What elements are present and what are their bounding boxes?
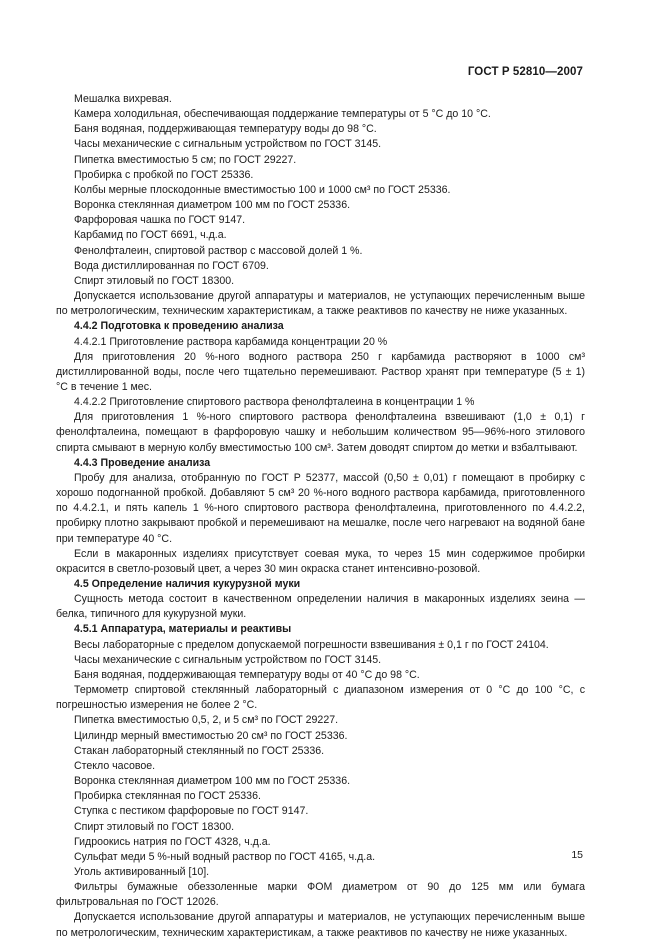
paragraph: Пробирка с пробкой по ГОСТ 25336. (74, 168, 254, 181)
section-heading: 4.5 Определение наличия кукурузной муки (74, 578, 301, 590)
paragraph: Мешалка вихревая. (74, 93, 172, 105)
paragraph: Часы механические с сигнальным устройством по ГОСТ 3145. (74, 653, 382, 666)
document-body (56, 92, 585, 941)
paragraph: Спирт этиловый по ГОСТ 18300. (74, 820, 235, 833)
paragraph: Для приготовления 20 %-ного водного раствора 250 г карбамида растворяют в 1000 см³ дистиллированной воды, после чего тщательно перемешивают. Раствор хранят при температуре (5 ± 1) °С в течение 1 мес. (56, 350, 585, 393)
paragraph: Ступка с пестиком фарфоровые по ГОСТ 9147. (74, 805, 309, 818)
paragraph: Колбы мерные плоскодонные вместимостью 100 и 1000 см³ по ГОСТ 25336. (74, 183, 451, 196)
paragraph: Допускается использование другой аппаратуры и материалов, не уступающих перечисленным выше по метрологическим, техническим характеристикам, а также реактивов по качеству не ниже указанных. (56, 911, 585, 939)
paragraph: Фильтры бумажные обеззоленные марки ФОМ диаметром от 90 до 125 мм или бумага фильтровальная по ГОСТ 12026. (56, 881, 585, 909)
paragraph: Уголь активированный [10]. (74, 865, 210, 878)
paragraph: Воронка стеклянная диаметром 100 мм по ГОСТ 25336. (74, 775, 351, 788)
paragraph: Весы лабораторные с пределом допускаемой погрешности взвешивания ± 0,1 г по ГОСТ 24104. (74, 638, 549, 651)
section-heading: 4.4.3 Проведение анализа (74, 456, 211, 469)
paragraph: Цилиндр мерный вместимостью 20 см³ по ГОСТ 25336. (74, 729, 348, 742)
paragraph: Сульфат меди 5 %-ный водный раствор по ГОСТ 4165, ч.д.а. (74, 850, 376, 863)
paragraph: Спирт этиловый по ГОСТ 18300. (74, 274, 235, 287)
paragraph: Гидроокись натрия по ГОСТ 4328, ч.д.а. (74, 835, 271, 848)
paragraph: Фенолфталеин, спиртовой раствор с массовой долей 1 %. (74, 244, 363, 257)
paragraph: 4.4.2.2 Приготовление спиртового раствора фенолфталеина в концентрации 1 % (74, 396, 475, 409)
section-heading: 4.5.1 Аппаратура, материалы и реактивы (74, 623, 292, 636)
section-heading: 4.4.2 Подготовка к проведению анализа (74, 320, 284, 333)
paragraph: Сущность метода состоит в качественном определении наличия в макаронных изделиях зеина — белка, типичного для кукурузной муки. (56, 593, 585, 621)
paragraph: Камера холодильная, обеспечивающая поддержание температуры от 5 °С до 10 °С. (74, 108, 491, 121)
paragraph: Если в макаронных изделиях присутствует соевая мука, то через 15 мин содержимое пробирки окрасится в светло-розовый цвет, а через 30 мин окраска станет интенсивно-розовой. (56, 547, 585, 575)
paragraph: Фарфоровая чашка по ГОСТ 9147. (74, 214, 246, 227)
paragraph: Баня водяная, поддерживающая температуру воды до 98 °С. (74, 123, 377, 136)
document-code: ГОСТ Р 52810—2007 (467, 66, 583, 78)
paragraph: Пипетка вместимостью 0,5, 2, и 5 см³ по ГОСТ 29227. (74, 714, 339, 727)
paragraph: Воронка стеклянная диаметром 100 мм по ГОСТ 25336. (74, 199, 351, 212)
paragraph: Пипетка вместимостью 5 см; по ГОСТ 29227. (74, 153, 297, 166)
paragraph: Пробирка стеклянная по ГОСТ 25336. (74, 790, 261, 803)
paragraph: Баня водяная, поддерживающая температуру воды от 40 °С до 98 °С. (74, 668, 420, 681)
paragraph: Допускается использование другой аппаратуры и материалов, не уступающих перечисленным выше по метрологическим, техническим характеристикам, а также реактивов по качеству не ниже указанных. (56, 290, 585, 318)
paragraph: 4.4.2.1 Приготовление раствора карбамида концентрации 20 % (74, 335, 388, 348)
paragraph: Пробу для анализа, отобранную по ГОСТ Р 52377, массой (0,50 ± 0,01) г помещают в пробирку с хорошо подогнанной пробкой. Добавляют 5 см³ 20 %-ного водного раствора карбамида, приготовленного по 4.4.2.1, и пять капель 1 %-ного спиртового раствора фенолфталеина, приготовленного по 4.4.2.2, пробирку плотно закрывают пробкой и перемешивают на мешалке, после чего нагревают на водяной бане при температуре 40 °С. (56, 471, 585, 545)
paragraph: Для приготовления 1 %-ного спиртового раствора фенолфталеина взвешивают (1,0 ± 0,1) г фенолфталеина, помещают в фарфоровую чашку и небольшим количеством 95—96%-ного этилового спирта смывают в мерную колбу вместимостью 100 см³. Затем доводят спиртом до метки и взбалтывают. (56, 411, 585, 454)
paragraph: Стекло часовое. (74, 759, 156, 772)
paragraph: Термометр спиртовой стеклянный лабораторный с диапазоном измерения от 0 °С до 100 °С, с погрешностью измерения не более 2 °С. (56, 684, 585, 712)
paragraph: Стакан лабораторный стеклянный по ГОСТ 25336. (74, 744, 325, 757)
paragraph: Вода дистиллированная по ГОСТ 6709. (74, 259, 269, 272)
page-number: 15 (571, 849, 583, 861)
paragraph: Часы механические с сигнальным устройством по ГОСТ 3145. (74, 138, 382, 151)
paragraph: Карбамид по ГОСТ 6691, ч.д.а. (74, 229, 227, 242)
